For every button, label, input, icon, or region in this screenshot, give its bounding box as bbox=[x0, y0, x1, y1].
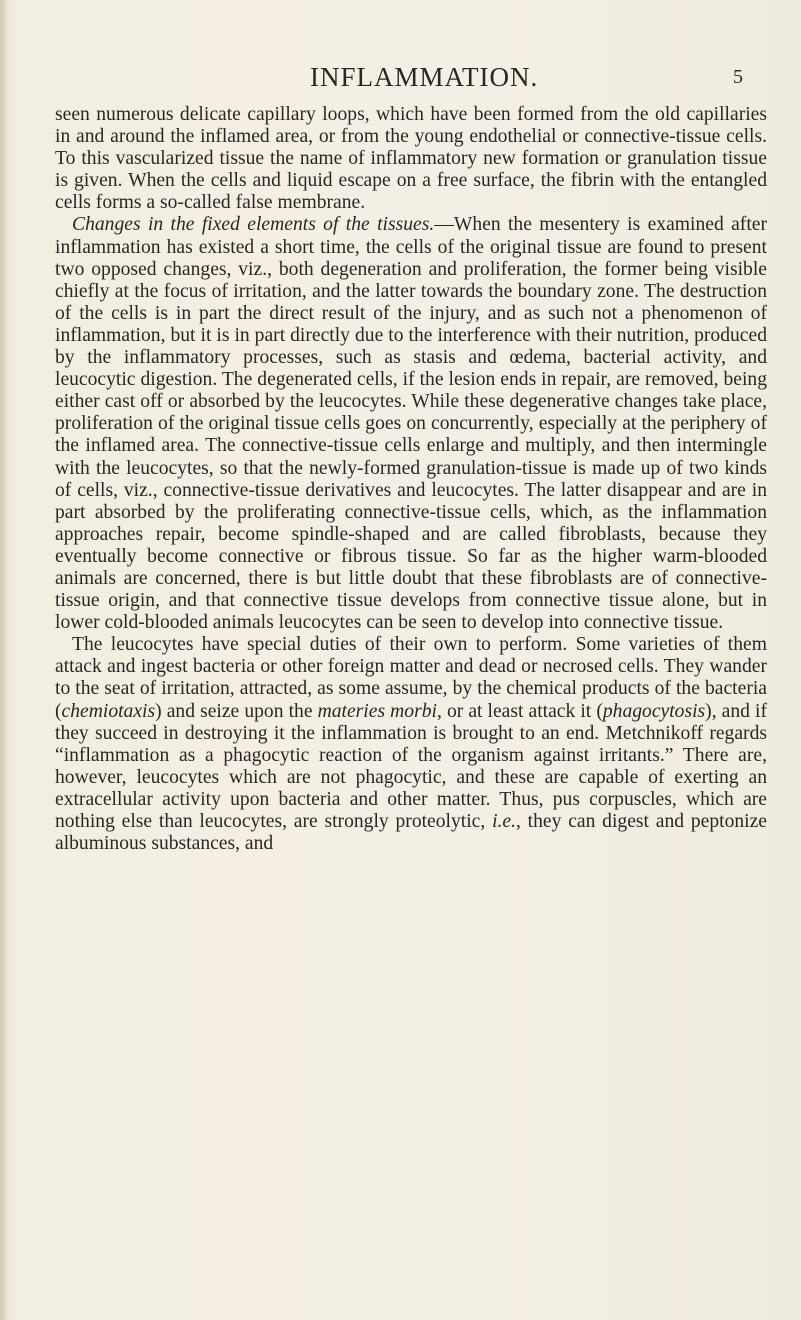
paragraph-fixed-elements bbox=[55, 214, 767, 634]
paragraph-text: , they can digest and peptonize albuminous substances, and bbox=[55, 811, 767, 855]
italic-abbrev-ie: i.e. bbox=[492, 811, 516, 832]
page-gutter-shadow bbox=[0, 0, 8, 1320]
paragraph-leucocytes bbox=[55, 634, 767, 855]
paragraph-text: ), and if they succeed in destroying it the inflammation is brought to an end. Metchnikoff regards “inflammation as a phagocytic reaction of the organism against irritants.” There are, however, leucocytes which are not phagocytic, and these are capable of exerting an extracellular activity upon bacteria and other matter. Thus, pus corpuscles, which are nothing else than leucocytes, are strongly proteolytic, bbox=[55, 700, 767, 832]
paragraph-text: , or at least attack it ( bbox=[436, 700, 603, 722]
paragraph-text: ) and seize upon the bbox=[155, 700, 318, 722]
italic-term-chemiotaxis: chemiotaxis bbox=[61, 700, 156, 722]
section-lead-heading: Changes in the fixed elements of the tissues. bbox=[72, 214, 435, 236]
running-head bbox=[0, 60, 801, 94]
paragraph-text: seen numerous delicate capillary loops, which have been formed from the old capillaries in and around the inflamed area, or from the young endothelial or connective-tissue cells. To this vascularized tissue the name of inflammatory new formation or granulation tissue is given. When the cells and liquid escape on a free surface, the fibrin with the entangled cells forms a so-called false membrane. bbox=[55, 104, 767, 214]
paragraph-continued bbox=[55, 104, 767, 214]
paragraph-text: —When the mesentery is examined after inflammation has existed a short time, the cells of the original tissue are found to present two opposed changes, viz., both degeneration and proliferation, the former being visible chiefly at the focus of irritation, and the latter towards the boundary zone. The destruction of the cells is in part the direct result of the injury, and as such not a phenomenon of inflammation, but it is in part directly due to the interference with their nutrition, produced by the inflammatory processes, such as stasis and œdema, bacterial activity, and leucocytic digestion. The degenerated cells, if the lesion ends in repair, are removed, being either cast off or absorbed by the leucocytes. While these degenerative changes take place, proliferation of the original tissue cells goes on concurrently, especially at the periphery of the inflamed area. The connective-tissue cells enlarge and multiply, and then intermingle with the leucocytes, so that the newly-formed granulation-tissue is made up of two kinds of cells, viz., connective-tissue derivatives and leucocytes. The latter disappear and are in part absorbed by the proliferating connective-tissue cells, which, as the inflammation approaches repair, become spindle-shaped and are called fibroblasts, because they eventually become connective or fibrous tissue. So far as the higher warm-blooded animals are concerned, there is but little doubt that these fibroblasts are of connective-tissue origin, and that connective tissue develops from connective tissue alone, but in lower cold-blooded animals leucocytes can be seen to develop into connective tissue. bbox=[55, 214, 767, 634]
italic-term-phagocytosis: phagocytosis bbox=[602, 700, 706, 722]
running-title: INFLAMMATION. bbox=[310, 62, 539, 92]
italic-term-materies-morbi: materies morbi bbox=[317, 700, 437, 722]
page-number: 5 bbox=[733, 66, 743, 88]
body-text bbox=[55, 104, 767, 855]
paragraph-text: The leucocytes have special duties of their own to perform. Some varieties of them attack and ingest bacteria or other foreign matter and dead or necrosed cells. They wander to the seat of irritation, attracted, as some assume, by the chemical products of the bacteria ( bbox=[55, 634, 767, 722]
